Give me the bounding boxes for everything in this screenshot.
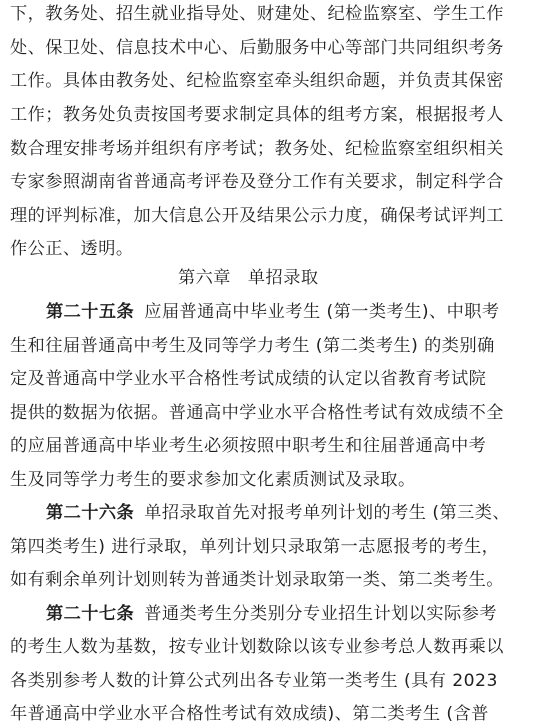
- article-26-text: 单招录取首先对报考单列计划的考生 (第三类、: [144, 503, 511, 523]
- body-line: 专家参照湖南省普通高考评卷及登分工作有关要求，制定科学合: [10, 172, 504, 192]
- body-line: 处、保卫处、信息技术中心、后勤服务中心等部门共同组织考务: [10, 38, 504, 58]
- body-line: 第四类考生) 进行录取，单列计划只录取第一志愿报考的考生，: [10, 537, 500, 557]
- body-line: 各类别参考人数的计算公式列出各专业第一类考生 (具有 2023: [10, 671, 498, 691]
- article-27-label: 第二十七条: [46, 604, 135, 624]
- body-line: 工作；教务处负责按国考要求制定具体的组考方案，根据报考人: [10, 105, 504, 125]
- article-25-label: 第二十五条: [46, 302, 135, 322]
- body-line: 数合理安排考场并组织有序考试；教务处、纪检监察室组织相关: [10, 139, 504, 159]
- body-line: 年普通高中学业水平合格性考试有效成绩)、第二类考生 (含普: [10, 704, 489, 724]
- article-25-text: 应届普通高中毕业考生 (第一类考生)、中职考: [144, 302, 500, 322]
- article-27-first-line: [46, 604, 497, 624]
- body-line: 提供的数据为依据。普通高中学业水平合格性考试有效成绩不全: [10, 403, 504, 423]
- chapter-heading: [178, 268, 318, 288]
- body-line: 定及普通高中学业水平合格性考试成绩的认定以省教育考试院: [10, 369, 487, 389]
- article-26-label: 第二十六条: [46, 503, 135, 523]
- body-line: 的考生人数为基数，按专业计划数除以该专业参考总人数再乘以: [10, 637, 504, 657]
- body-line: 工作。具体由教务处、纪检监察室牵头组织命题，并负责其保密: [10, 71, 504, 91]
- body-line: 如有剩余单列计划则转为普通类计划录取第一类、第二类考生。: [10, 570, 504, 590]
- body-line: 作公正、透明。: [10, 239, 134, 259]
- chapter-title: 单招录取: [247, 268, 319, 288]
- body-line: 理的评判标准，加大信息公开及结果公示力度，确保考试评判工: [10, 206, 504, 226]
- body-line: 的应届普通高中毕业考生必须按照中职考生和往届普通高中考: [10, 436, 487, 456]
- body-line: 生及同等学力考生的要求参加文化素质测试及录取。: [10, 470, 416, 490]
- article-26-first-line: [46, 503, 510, 523]
- article-25-first-line: [46, 302, 500, 322]
- body-line: 生和往届普通高中考生及同等学力考生 (第二类考生) 的类别确: [10, 336, 495, 356]
- chapter-number: 第六章: [178, 268, 231, 288]
- body-line: 下，教务处、招生就业指导处、财建处、纪检监察室、学生工作: [10, 4, 504, 24]
- article-27-text: 普通类考生分类别分专业招生计划以实际参考: [144, 604, 497, 624]
